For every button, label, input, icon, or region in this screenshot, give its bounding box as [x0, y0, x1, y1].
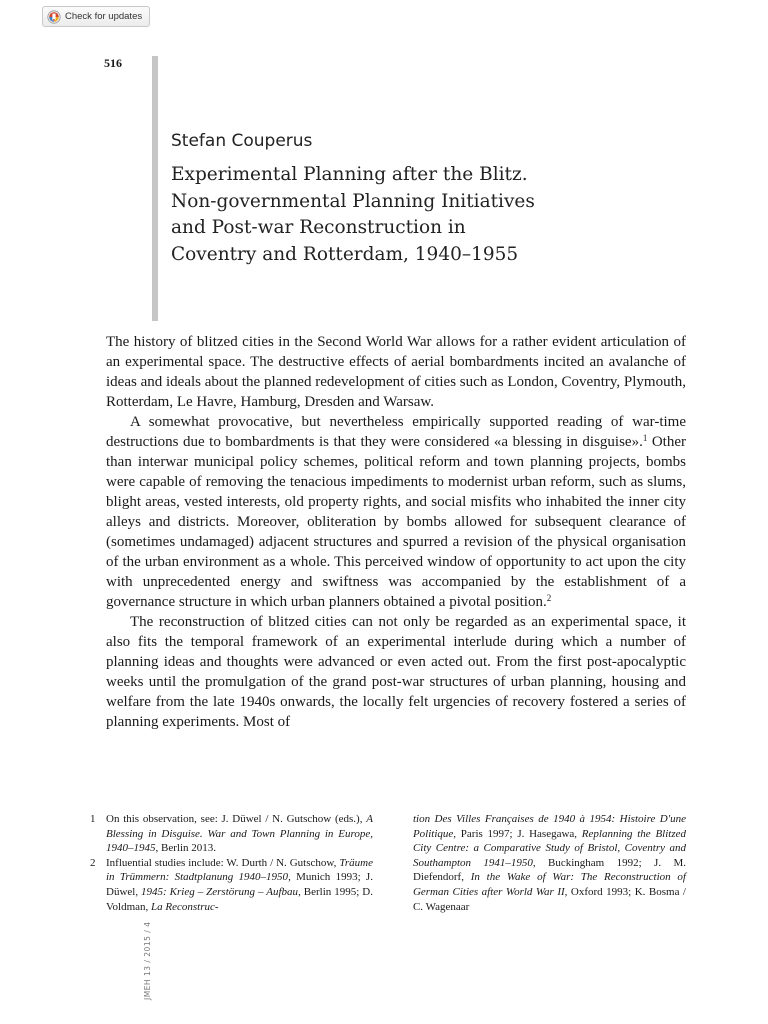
- footnote-2: [90, 856, 373, 914]
- footnote-2-continued: [413, 812, 686, 914]
- body-paragraph: The history of blitzed cities in the Second World War allows for a rather evident articulation of an experimental space. The destructive effects of aerial bombardments incited an avalanche of ideas and ideals about the planned redevelopment of cities such as London, Coventry, Plymouth, Rotterdam, Le Havre, Hamburg, Dresden and Warsaw.: [106, 334, 686, 410]
- footnotes-column-left: [90, 812, 373, 914]
- page-number: 516: [104, 56, 122, 70]
- footnote-work-title: Replanning the Blitzed City Centre: a Comparative Study of Bristol, Coventry and Southampton 1941–1950: [412, 827, 686, 869]
- article-body: [106, 332, 686, 732]
- footnote-text: [106, 812, 373, 856]
- footnote-ref[interactable]: 2: [546, 593, 552, 603]
- footnotes: [90, 812, 686, 914]
- title-line: Non-governmental Planning Initiatives: [171, 190, 535, 212]
- paragraph-text: Other than interwar municipal policy schemes, political reform and town planning projects, bombs were capable of removing the tenacious impediments to modernist urban reform, such as slums, blight areas, vested interests, old property rights, and social misfits who inhabited the inner city alleys and districts. Moreover, obliteration by bombs allowed for subsequent clearance of (sometimes undamaged) adjacent structures and spurred a revision of the physical organisation of the urban environment as a whole. This perceived window of opportunity to act upon the city with unprecedented energy and swiftness was accompanied by the establishment of a governance structure in which urban planners obtained a pivotal position.: [106, 434, 686, 610]
- footnote-number: 1: [90, 813, 96, 825]
- footnote-work-title: In the Wake of War: The Reconstruction of German Cities after World War II: [412, 871, 686, 898]
- title-accent-bar: [152, 56, 158, 321]
- footnote-work-title: A Blessing in Disguise. War and Town Planning in Europe, 1940–1945: [106, 813, 373, 855]
- footnote-segment: , Berlin 2013.: [155, 842, 216, 855]
- footnote-segment: , Paris 1997; J. Hasegawa,: [453, 827, 582, 840]
- article-author: Stefan Couperus: [171, 131, 313, 151]
- update-check-icon: [47, 10, 61, 24]
- footnotes-column-right: [413, 812, 686, 914]
- footnote-segment: , Buckingham 1992; J. M. Diefendorf,: [412, 856, 686, 884]
- footnote-segment: , Berlin 1995; D. Voldman,: [106, 885, 373, 913]
- footnote-work-title: La Reconstruc-: [151, 900, 219, 913]
- footnote-text: [106, 856, 373, 914]
- body-paragraph: [106, 412, 686, 612]
- footnote-segment: On this observation, see: J. Düwel / N. Gutschow (eds.),: [106, 813, 367, 825]
- footnote-work-title: 1945: Krieg – Zerstörung – Aufbau: [141, 885, 299, 898]
- footnote-work-title: tion Des Villes Françaises de 1940 à 1954: Histoire D'une Politique: [412, 813, 686, 840]
- journal-running-footer: JMEH 13 / 2015 / 4: [143, 921, 152, 1000]
- article-title: [171, 162, 611, 268]
- check-for-updates-badge[interactable]: [42, 6, 150, 27]
- footnote-number: 2: [90, 856, 96, 869]
- footnote-1: [90, 812, 373, 856]
- footnote-segment: Influential studies include: W. Durth / N. Gutschow,: [106, 856, 340, 869]
- body-paragraph: The reconstruction of blitzed cities can not only be regarded as an experimental space, it also fits the temporal framework of an experimental interlude during which a number of planning ideas and thoughts were advanced or even acted out. From the first post-apocalyptic weeks until the promulgation of the grand post-war structures of urban planning, housing and welfare from the late 1940s onwards, the locally felt urgencies of recovery fostered a series of planning experiments. Most of: [106, 614, 686, 730]
- title-line: and Post-war Reconstruction in: [171, 217, 466, 238]
- footnote-ref[interactable]: 1: [642, 433, 648, 443]
- title-line: Experimental Planning after the Blitz.: [171, 164, 528, 185]
- footnote-segment: , Munich 1993; J. Düwel,: [106, 871, 373, 898]
- footnote-segment: , Oxford 1993; K. Bosma / C. Wagenaar: [412, 885, 686, 913]
- footnote-work-title: Träume in Trümmern: Stadtplanung 1940–1950: [106, 856, 373, 884]
- paragraph-text: A somewhat provocative, but nevertheless empirically supported reading of war-time destructions due to bombardments is that they were considered «a blessing in disguise».: [106, 414, 686, 450]
- badge-label: Check for updates: [65, 11, 143, 22]
- title-line: Coventry and Rotterdam, 1940–1955: [171, 243, 519, 265]
